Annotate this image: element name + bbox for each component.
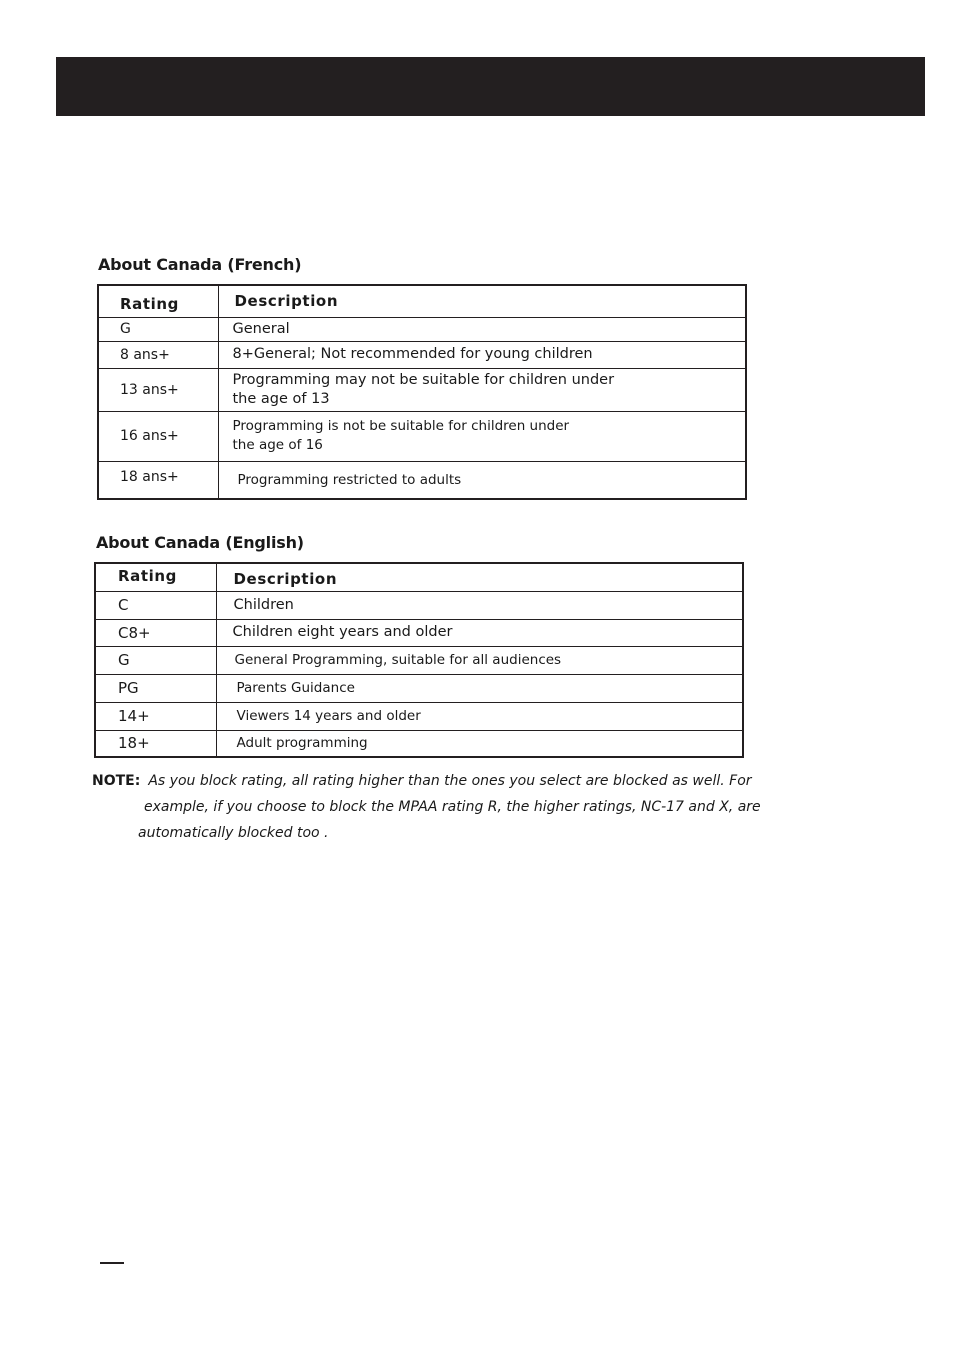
table-row — [98, 368, 746, 411]
description-cell: Parents Guidance — [216, 674, 743, 702]
note-line: automatically blocked too . — [138, 825, 329, 841]
table-row — [95, 619, 743, 646]
table-row — [98, 461, 746, 499]
table-row — [95, 591, 743, 619]
description-line: Programming may not be suitable for children under — [232, 371, 615, 388]
rating-cell: C8+ — [95, 619, 216, 646]
heading-canada-french: About Canada (French) — [98, 255, 302, 274]
rating-cell: 14+ — [95, 702, 216, 730]
table-row — [95, 646, 743, 674]
note-label: NOTE: — [92, 773, 141, 789]
description-line: the age of 13 — [232, 390, 330, 407]
page-number-rule — [100, 1262, 124, 1264]
description-cell — [218, 368, 746, 411]
rating-cell: 18+ — [95, 730, 216, 757]
note-text: As you block rating, all rating higher than the ones you select are blocked as well. For — [148, 773, 752, 789]
note-line: example, if you choose to block the MPAA rating R, the higher ratings, NC-17 and X, are — [144, 799, 761, 815]
note-paragraph — [92, 768, 792, 846]
column-header-rating: Rating — [95, 563, 216, 591]
description-cell — [218, 411, 746, 461]
rating-cell: 13 ans+ — [98, 368, 218, 411]
column-header-rating: Rating — [98, 285, 218, 317]
rating-cell: G — [95, 646, 216, 674]
description-line: Programming is not be suitable for children under — [232, 418, 570, 434]
table-header-row — [98, 285, 746, 317]
description-cell: Children — [216, 591, 743, 619]
rating-cell: 16 ans+ — [98, 411, 218, 461]
description-cell: 8+General; Not recommended for young children — [218, 341, 746, 368]
table-row — [95, 702, 743, 730]
table-header-row — [95, 563, 743, 591]
heading-canada-english: About Canada (English) — [96, 533, 304, 552]
description-cell: Adult programming — [216, 730, 743, 757]
description-line: the age of 16 — [232, 437, 323, 453]
description-cell: Viewers 14 years and older — [216, 702, 743, 730]
description-cell: General Programming, suitable for all audiences — [216, 646, 743, 674]
rating-cell: G — [98, 317, 218, 341]
table-canada-english — [94, 562, 744, 758]
table-row — [95, 674, 743, 702]
column-header-description: Description — [218, 285, 746, 317]
header-bar — [56, 57, 925, 116]
table-canada-french — [97, 284, 747, 500]
description-cell: General — [218, 317, 746, 341]
rating-cell: 18 ans+ — [98, 461, 218, 499]
table-row — [95, 730, 743, 757]
rating-cell: C — [95, 591, 216, 619]
column-header-description: Description — [216, 563, 743, 591]
table-row — [98, 317, 746, 341]
note-line — [92, 768, 792, 794]
rating-cell: 8 ans+ — [98, 341, 218, 368]
description-cell: Children eight years and older — [216, 619, 743, 646]
table-row — [98, 341, 746, 368]
rating-cell: PG — [95, 674, 216, 702]
description-cell: Programming restricted to adults — [218, 461, 746, 499]
table-row — [98, 411, 746, 461]
